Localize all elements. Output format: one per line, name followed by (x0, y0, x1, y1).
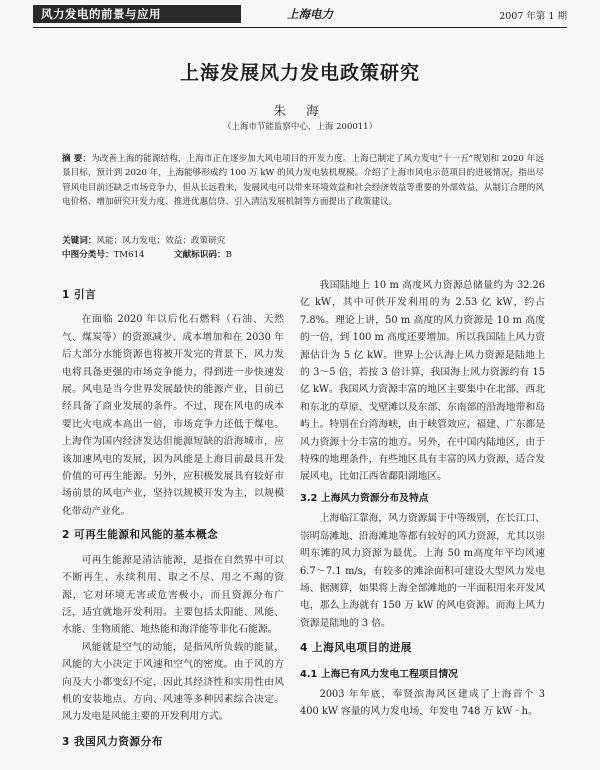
keywords-text: 风能；风力发电；效益；政策研究 (96, 236, 226, 246)
page-header (0, 0, 600, 28)
abstract-text: 为改善上海的能源结构，上海市正在逐步加大风电项目的开发力度。上海已制定了风力发电“十一五”规划和 2020 年远景目标，预计到 2020 年，上海能够形成约 100 万 kW 的风力发电装机规模。介绍了上海市风电示范项目的进展情况，指出尽管风电目前还缺乏市场竞争力，但从长远看来，发展风电可以带来环境效益和社会经济效益等重要的外部效益，从制订合理的风电价格、增加研究开发力度、推进优惠信贷、引入清洁发展机制等方面提出了政策建议。 (62, 154, 544, 207)
keywords-label: 关键词： (62, 236, 97, 246)
section-3-1-paragraph: 我国陆地上 10 m 高度风力资源总储量约为 32.26 亿 kW，其中可供开发利用的为 2.53 亿 kW，约占 7.8%。理论上讲，50 m 高度的风力资源是 10 m 高度的一倍，到 100 m 高度还要增加。所以我国陆上风力资源估计为 5 亿 kW。世界上公认海上风力资源是陆地上的 3～5 倍，若按 3 倍计算，我国海上风力资源约有 15 亿 kW。我国风力资源丰富的地区主要集中在北部、西北和东北的草原、戈壁滩以及东部、东南部的沿海地带和岛屿上。特别在台湾海峡，由于峡管效应，福建、广东都是风力资源十分丰富的地方。另外，在中国内陆地区，由于特殊的地理条件，有些地区具有丰富的风力资源，适合发展风电，比如江西省鄱阳湖地区。 (300, 280, 545, 483)
left-column (62, 287, 284, 751)
doc-code-label: 文献标识码： (173, 250, 226, 260)
section-4-heading: 4 上海风电项目的进展 (300, 642, 412, 655)
keywords-line (62, 234, 544, 248)
section-1-paragraph: 在面临 2020 年以后化石燃料（石油、天然气、煤炭等）的资源减少、成本增加和在 2030 年后大部分水能资源也将被开发完的背景下，风力发电将具备更强的市场竞争能力，得到进一步快速发展。风电是当今世界发展最快的能源产业，目前已经具备了商业发展的条件。不过，现在风电的成本要比火电成本高出一倍，市场竞争力还低于煤电。上海作为国内经济发达但能源短缺的沿海城市，应该加速风电的发展，因为风能是上海目前最具开发价值的可再生能源。另外，应积极发展具有较好市场前景的风电产业，坚持以规模开发为主，以规模化带动产业化。 (62, 314, 284, 517)
abstract (62, 152, 544, 209)
section-3-heading: 3 我国风力资源分布 (62, 735, 163, 748)
section-2-heading: 2 可再生能源和风能的基本概念 (62, 529, 219, 542)
article-author: 朱 海 (273, 103, 327, 118)
section-4-1-heading: 4.1 上海已有风力发电工程项目情况 (300, 668, 458, 680)
header-rule (33, 27, 567, 28)
section-2-paragraph-2: 风能就是空气的动能，是指风所负载的能量，风能的大小决定于风速和空气的密度。由于风的方向及大小都变幻不定，因此其经济性和实用性由风机的安装地点、方向、风速等多种因素综合决定。风力发电是风能主要的开发利用方式。 (62, 641, 284, 723)
classification-line (62, 248, 544, 262)
section-3-2-heading: 3.2 上海风力资源分布及特点 (300, 492, 429, 504)
column-tag: 风力发电的前景与应用 (33, 5, 241, 23)
clc-value: TM614 (113, 250, 145, 260)
article-title: 上海发展风力发电政策研究 (179, 62, 420, 84)
abstract-label: 摘 要： (62, 154, 92, 164)
right-column (300, 277, 545, 721)
issue-number: 2007 年第 1 期 (499, 11, 567, 22)
section-4-1-paragraph: 2003 年年底，奉贤滨海风区建成了上海首个 3 400 kW 容量的风力发电场，年发电 748 万 kW · h。 (300, 688, 545, 718)
section-3-2-paragraph: 上海临江靠海，风力资源属于中等级别，在长江口、崇明岛滩地、沿海滩地等都有较好的风力资源，尤其以崇明东滩的风力资源为最优。上海 50 m高度年平均风速 6.7～7.1 m/s，有较多的滩涂面积可建设大型风力发电场、据测算，如果将上海全部滩地的一半面积用来开发风电，那么上海就有 150 万 kW 的风电资源。而海上风力资源是陆地的 3 倍。 (300, 513, 545, 629)
clc-label: 中图分类号： (62, 250, 114, 260)
doc-code-value: B (225, 250, 232, 260)
author-affiliation: （上海市节能监察中心，上海 200011） (222, 122, 378, 132)
section-2-paragraph-1: 可再生能源是清洁能源，是指在自然界中可以不断再生、永续利用、取之不尽、用之不竭的资源，它对环境无害或危害极小，而且资源分布广泛，适宜就地开发利用。主要包括太阳能、风能、水能、生物质能、地热能和海洋能等非化石能源。 (62, 554, 284, 636)
section-1-heading: 1 引言 (62, 289, 97, 301)
journal-name: 上海电力 (287, 7, 333, 21)
keywords-block (62, 234, 544, 262)
